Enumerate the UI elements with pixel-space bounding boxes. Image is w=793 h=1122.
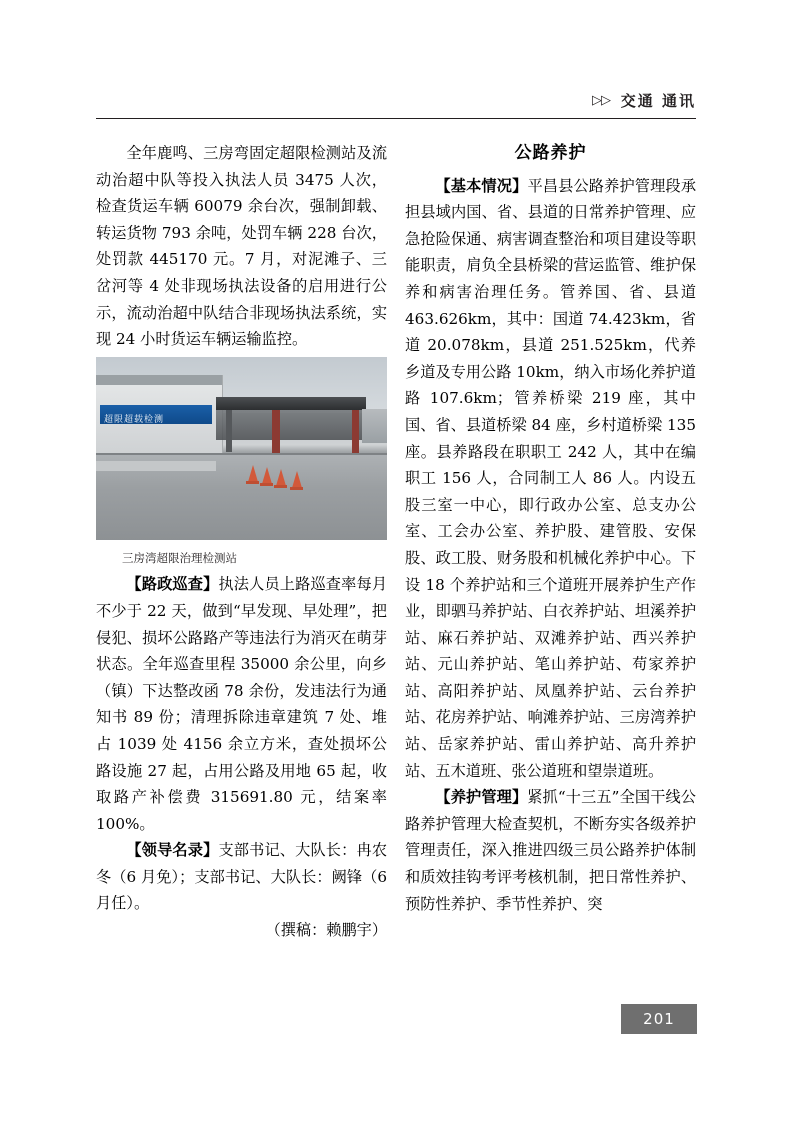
traffic-cone-icon [276, 469, 286, 486]
section-title: 公路养护 [514, 143, 587, 163]
left-paragraph-3-body: 支部书记、大队长：冉农冬（6 月免）；支部书记、大队长：阙锋（6 月任）。 [96, 841, 388, 913]
page-number: 201 [621, 1004, 697, 1034]
photo-far-structure [362, 409, 387, 443]
photo-canopy-beam [216, 397, 366, 410]
left-paragraph-3 [96, 837, 387, 917]
right-paragraph-2 [405, 784, 696, 917]
header-arrows-icon: ▷▷ [592, 93, 610, 108]
figure-image [96, 357, 387, 540]
left-paragraph-3-lead: 【领导名录】 [126, 841, 219, 860]
photo-post-left [226, 410, 232, 452]
figure-detection-station [96, 357, 387, 572]
photo-ground-edge [96, 453, 387, 455]
right-paragraph-2-body: 紧抓“十三五”全国干线公路养护管理大检查契机，不断夯实各级养护管理责任，深入推进四级三员公路养护体制和质效挂钩考评考核机制，把日常性养护、预防性养护、季节性养护、突 [405, 788, 696, 913]
right-paragraph-1-lead: 【基本情况】 [435, 176, 528, 195]
traffic-cone-icon [262, 467, 272, 484]
traffic-cone-icon [292, 471, 302, 488]
header-divider [96, 118, 696, 119]
photo-station-sign-text: 超限超载检测 [104, 414, 165, 425]
traffic-cone-base [246, 481, 259, 484]
figure-caption: 三房湾超限治理检测站 [122, 550, 237, 565]
traffic-cone-base [260, 483, 273, 486]
photo-building-roof [96, 375, 222, 385]
left-paragraph-2-lead: 【路政巡查】 [126, 575, 219, 594]
photo-post-right [352, 410, 359, 454]
left-paragraph-2-body: 执法人员上路巡查率每月不少于 22 天，做到“早发现、早处理”，把侵犯、损坏公路路产等违法行为消灭在萌芽状态。全年巡查里程 35000 余公里，向乡（镇）下达整改函 78 余份，发违法行为通知书 89 份；清理拆除违章建筑 7 处、堆占 1039 处 4156 余立方米，查处损坏公路设施 27 起，占用公路及用地 65 起，收取路产补偿费 315691.80 元，结案率 100%。 [96, 575, 388, 833]
header-title: 交通 通讯 [620, 92, 696, 110]
right-paragraph-1-body: 平昌县公路养护管理段承担县域内国、省、县道的日常养护管理、应急抢险保通、病害调查整治和项目建设等职能职责，肩负全县桥梁的营运监管、维护保养和病害治理任务。管养国、省、县道 463.626km，其中：国道 74.423km，省道 20.078km，县道 251.525km，代养乡道及专用公路 10km，纳入市场化养护道路 107.6km；管养桥梁 219 座，其中国、省、县道桥梁 84 座，乡村道桥梁 135 座。县养路段在职职工 242 人，其中在编职工 156 人，合同制工人 86 人。内设五股三室一中心，即行政办公室、总支办公室、工会办公室、养护股、建管股、安保股、政工股、财务股和机械化养护中心。下设 18 个养护站和三个道班开展养护生产作业，即驷马养护站、白衣养护站、坦溪养护站、麻石养护站、双滩养护站、西兴养护站、元山养护站、笔山养护站、苟家养护站、高阳养护站、凤凰养护站、云台养护站、花房养护站、响滩养护站、三房湾养护站、岳家养护站、雷山养护站、高升养护站、五木道班、张公道班和望崇道班。 [405, 176, 697, 780]
right-column [405, 140, 696, 917]
traffic-cone-base [290, 487, 303, 490]
left-paragraph-2 [96, 571, 387, 837]
traffic-cone-icon [248, 465, 258, 482]
page-header [96, 90, 696, 118]
photo-canopy-shade [216, 410, 366, 440]
traffic-cone-base [274, 485, 287, 488]
photo-kerb [96, 461, 216, 471]
left-paragraph-1: 全年鹿鸣、三房弯固定超限检测站及流动治超中队等投入执法人员 3475 人次，检查货运车辆 60079 余台次，强制卸载、转运货物 793 余吨，处罚车辆 228 台次，处罚款 445170 元。7 月，对泥滩子、三岔河等 4 处非现场执法设备的启用进行公示，流动治超中队结合非现场执法系统，实现 24 小时货运车辆运输监控。 [96, 144, 387, 349]
photo-post-mid [272, 410, 280, 458]
right-paragraph-1 [405, 173, 696, 785]
left-column [96, 140, 387, 944]
right-paragraph-2-lead: 【养护管理】 [435, 788, 528, 807]
left-byline: （撰稿：赖鹏宇） [265, 921, 387, 940]
